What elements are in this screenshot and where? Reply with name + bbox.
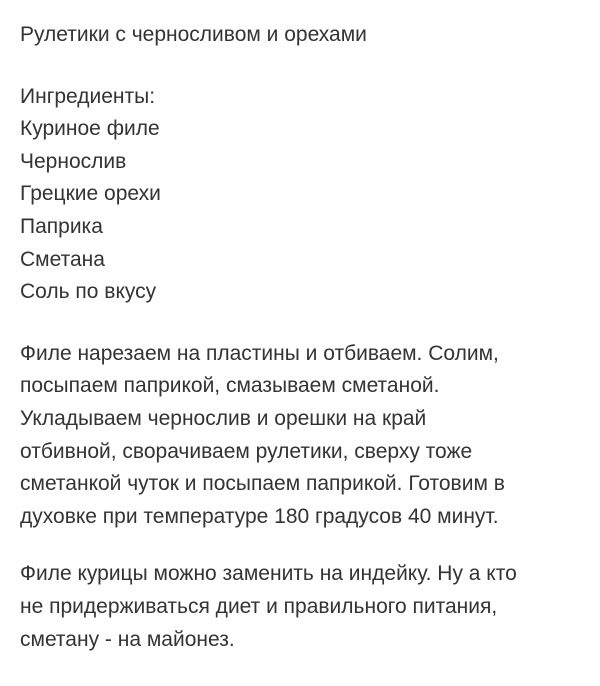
ingredient-item: Грецкие орехи <box>20 182 161 206</box>
ingredient-item: Сметана <box>20 247 105 271</box>
note-line: Филе курицы можно заменить на индейку. Ну а кто <box>20 562 517 586</box>
spacer <box>20 52 590 81</box>
ingredient-item: Чернослив <box>20 149 127 173</box>
instruction-line: Укладываем чернослив и орешки на край <box>20 406 427 430</box>
ingredients-section <box>20 81 590 309</box>
ingredients-heading: Ингредиенты: <box>20 84 156 108</box>
ingredient-item: Паприка <box>20 214 103 238</box>
instruction-line: Филе нарезаем на пластины и отбиваем. Солим, <box>20 341 499 365</box>
note-line: не придерживаться диет и правильного питания, <box>20 594 498 618</box>
spacer <box>20 309 590 338</box>
recipe-title: Рулетики с черносливом и орехами <box>20 23 367 46</box>
ingredient-item: Куриное филе <box>20 117 160 141</box>
spacer <box>20 533 590 558</box>
ingredient-item: Соль по вкусу <box>20 280 157 304</box>
instruction-line: отбивной, сворачиваем рулетики, сверху тоже <box>20 439 473 463</box>
instruction-line: духовке при температуре 180 градусов 40 минут. <box>20 504 499 528</box>
instruction-line: посыпаем паприкой, смазываем сметаной. <box>20 374 440 398</box>
note-line: сметану - на майонез. <box>20 627 235 651</box>
note-paragraph <box>20 558 590 656</box>
instructions-paragraph <box>20 338 590 534</box>
recipe-document <box>20 19 590 656</box>
instruction-line: сметанкой чуток и посыпаем паприкой. Готовим в <box>20 472 505 496</box>
